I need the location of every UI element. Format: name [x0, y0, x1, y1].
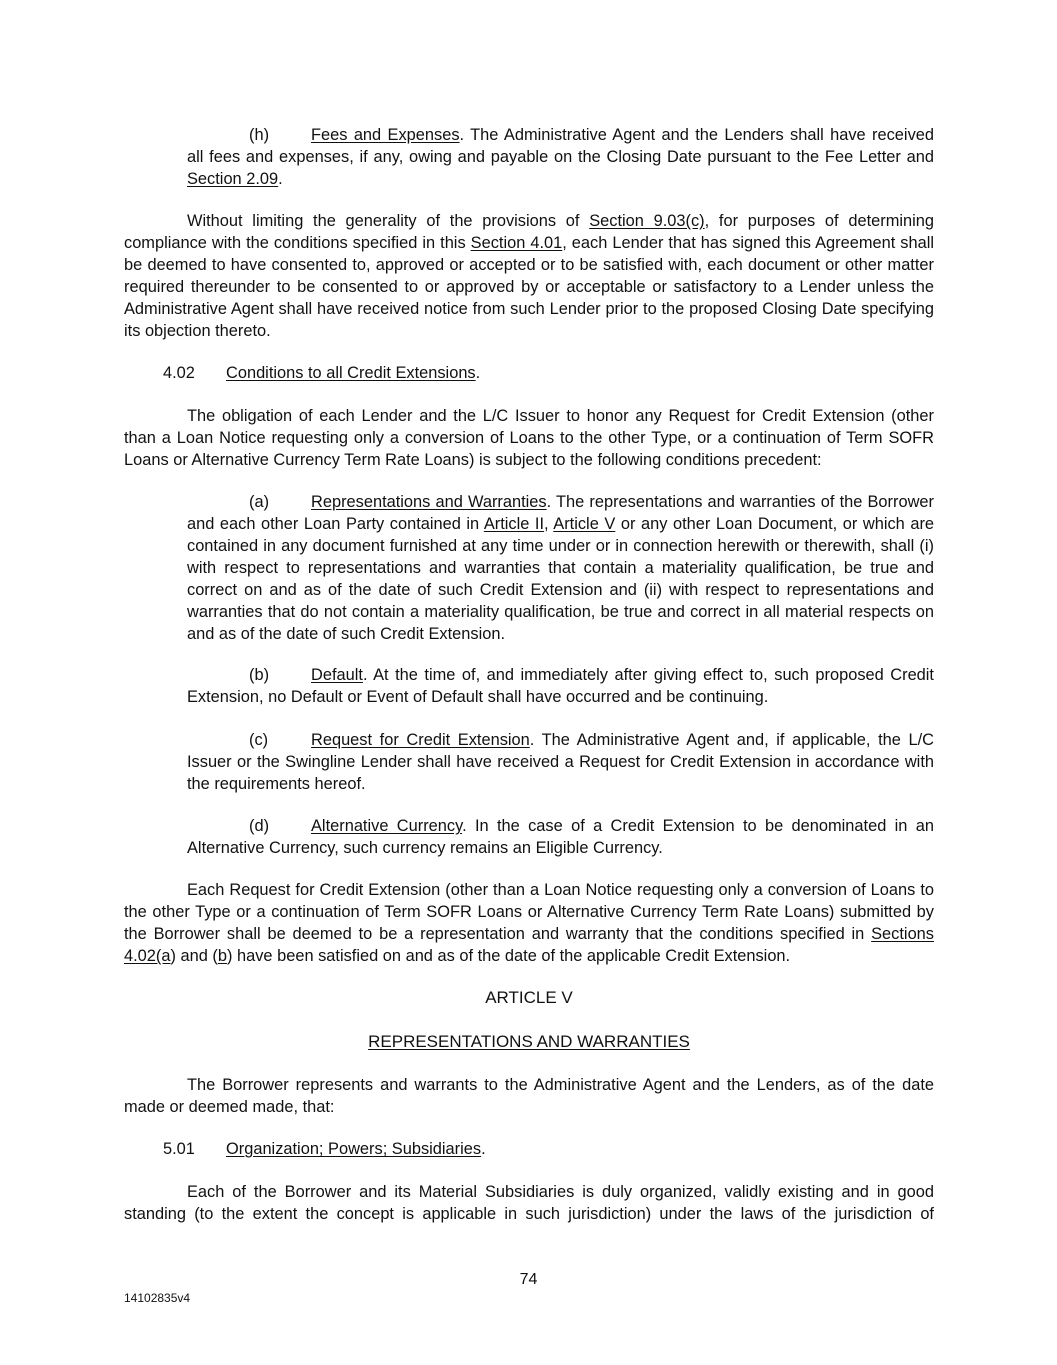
- paragraph-text: , for purposes of determining compliance with the conditions specified in this: [124, 212, 934, 252]
- paragraph-label: (c): [249, 731, 269, 749]
- paragraph-heading: Representations and Warranties: [311, 493, 547, 511]
- paragraph-label: (d): [249, 817, 270, 835]
- paragraph-text: . At the time of, and immediately after giving effect to, such proposed Credit Extension, no Default or Event of Default shall have occurred and be continuing.: [187, 666, 934, 706]
- paragraph-text: ,: [544, 515, 554, 533]
- section-number: 5.01: [163, 1140, 195, 1158]
- paragraph-text: or any other Loan Document, or which are contained in any document furnished at any time under or in connection herewith or therewith, shall (i) with respect to representations and warranties that contain a materiality qualification, be true and correct on and as of the date of such Credit Extension and (ii) with respect to representations and warranties that do not contain a materiality qualification, be true and correct in all material respects on and as of the date of such Credit Extension.: [187, 515, 935, 643]
- paragraph-b: [187, 664, 934, 708]
- section-heading-4-02: [124, 362, 934, 384]
- section-title: Organization; Powers; Subsidiaries: [226, 1140, 482, 1158]
- section-reference-link[interactable]: Section 9.03(c): [589, 212, 705, 230]
- section-heading-5-01: [124, 1138, 934, 1160]
- paragraph-text: .: [278, 170, 283, 188]
- article-heading: ARTICLE V: [485, 988, 573, 1007]
- paragraph-obligation: [124, 405, 934, 471]
- paragraph-text: The Borrower represents and warrants to the Administrative Agent and the Lenders, as of the date made or deemed made, that:: [124, 1076, 934, 1116]
- paragraph-text: Each of the Borrower and its Material Subsidiaries is duly organized, validly existing and in good standing (to the extent the concept is applicable in such jurisdiction) under the laws of the jurisdiction of: [124, 1183, 934, 1223]
- paragraph-a: [187, 491, 934, 645]
- paragraph-c: [187, 729, 934, 795]
- article-reference-link[interactable]: Article V: [553, 515, 616, 533]
- article-title: [124, 1031, 934, 1053]
- paragraph-text: The obligation of each Lender and the L/C Issuer to honor any Request for Credit Extension (other than a Loan Notice requesting only a conversion of Loans to the other Type, or a continuation of Term SOFR Loans or Alternative Currency Term Rate Loans) is subject to the following conditions precedent:: [124, 407, 934, 469]
- article-reference-link[interactable]: Article II: [483, 515, 545, 533]
- paragraph-borrower-represents: [124, 1074, 934, 1118]
- section-title: Conditions to all Credit Extensions: [226, 364, 476, 382]
- document-id: 14102835v4: [124, 1291, 191, 1305]
- section-reference-link[interactable]: b: [217, 947, 227, 965]
- paragraph-heading: Request for Credit Extension: [311, 731, 530, 749]
- section-reference-link[interactable]: Section 2.09: [187, 170, 279, 188]
- paragraph-h: [187, 124, 934, 190]
- paragraph-without-limiting: [124, 210, 934, 342]
- paragraph-text: Without limiting the generality of the provisions of: [187, 212, 590, 230]
- section-number: 4.02: [163, 364, 195, 382]
- paragraph-heading: Fees and Expenses: [311, 126, 460, 144]
- paragraph-label: (b): [249, 666, 270, 684]
- section-period: .: [475, 364, 481, 382]
- paragraph-text: . In the case of a Credit Extension to be denominated in an Alternative Currency, such currency remains an Eligible Currency.: [187, 817, 934, 857]
- paragraph-text: Each Request for Credit Extension (other than a Loan Notice requesting only a conversion of Loans to the other Type or a continuation of Term SOFR Loans or Alternative Currency Term Rate Loans) submitted by the Borrower shall be deemed to be a representation and warranty that the conditions specified in: [124, 881, 934, 943]
- paragraph-d: [187, 815, 934, 859]
- paragraph-text: ) and (: [170, 947, 218, 965]
- paragraph-heading: Default: [311, 666, 363, 684]
- section-period: .: [481, 1140, 486, 1158]
- paragraph-text: ) have been satisfied on and as of the date of the applicable Credit Extension.: [226, 947, 791, 965]
- paragraph-label: (h): [249, 126, 270, 144]
- paragraph-each-of-borrower: [124, 1181, 934, 1225]
- paragraph-text: . The representations and warranties of the Borrower and each other Loan Party contained in: [187, 493, 934, 533]
- paragraph-label: (a): [249, 493, 270, 511]
- paragraph-text: , each Lender that has signed this Agreement shall be deemed to have consented to, approved or accepted or to be satisfied with, each document or other matter required thereunder to be consented to or approved by or acceptable or satisfactory to a Lender unless the Administrative Agent shall have received notice from such Lender prior to the proposed Closing Date specifying its objection thereto.: [124, 234, 934, 340]
- article-title-text: REPRESENTATIONS AND WARRANTIES: [368, 1032, 690, 1051]
- paragraph-text: . The Administrative Agent and, if applicable, the L/C Issuer or the Swingline Lender shall have received a Request for Credit Extension in accordance with the requirements hereof.: [187, 731, 934, 793]
- page-number: 74: [519, 1271, 538, 1288]
- paragraph-heading: Alternative Currency: [311, 817, 463, 835]
- paragraph-each-request: [124, 879, 934, 967]
- section-reference-link[interactable]: Section 4.01: [470, 234, 563, 252]
- paragraph-text: . The Administrative Agent and the Lenders shall have received all fees and expenses, if any, owing and payable on the Closing Date pursuant to the Fee Letter and: [187, 126, 934, 166]
- section-reference-link[interactable]: Sections 4.02(a: [124, 925, 934, 965]
